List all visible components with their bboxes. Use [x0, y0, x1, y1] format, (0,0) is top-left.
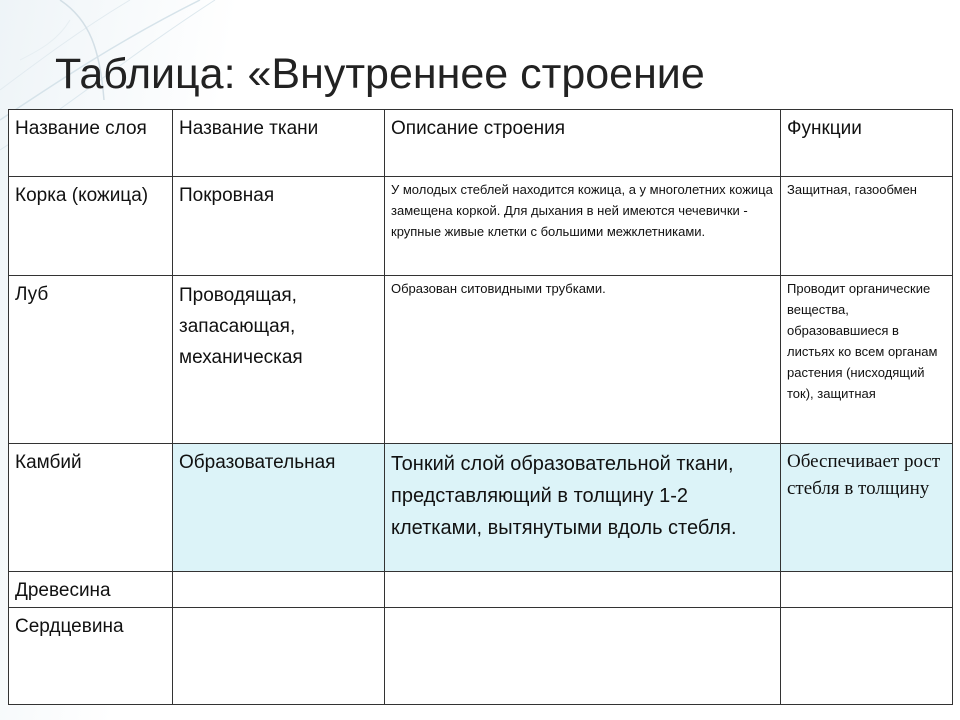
cell-tissue [173, 572, 385, 608]
table-header-row [9, 110, 953, 177]
table-row [9, 608, 953, 705]
cell-description: Образован ситовидными трубками. [385, 276, 781, 444]
cell-layer: Сердцевина [9, 608, 173, 705]
header-layer-name: Название слоя [9, 110, 173, 177]
cell-layer: Древесина [9, 572, 173, 608]
slide-title: Таблица: «Внутреннее строение [55, 50, 705, 98]
table-row [9, 276, 953, 444]
header-description: Описание строения [385, 110, 781, 177]
stem-structure-table [8, 109, 953, 705]
cell-tissue: Покровная [173, 177, 385, 276]
cell-functions: Защитная, газообмен [781, 177, 953, 276]
cell-description: Тонкий слой образовательной ткани, представляющий в толщину 1-2 клетками, вытянутыми вдоль стебля. [385, 444, 781, 572]
cell-description [385, 572, 781, 608]
cell-description [385, 608, 781, 705]
cell-description: У молодых стеблей находится кожица, а у многолетних кожица замещена коркой. Для дыхания в ней имеются чечевички - крупные живые клетки с большими межклетниками. [385, 177, 781, 276]
cell-layer: Корка (кожица) [9, 177, 173, 276]
table-row [9, 177, 953, 276]
cell-tissue: Проводящая, запасающая, механическая [173, 276, 385, 444]
cell-layer: Камбий [9, 444, 173, 572]
cell-functions: Обеспечивает рост стебля в толщину [781, 444, 953, 572]
cell-functions: Проводит органические вещества, образовавшиеся в листьях ко всем органам растения (нисходящий ток), защитная [781, 276, 953, 444]
cell-layer: Луб [9, 276, 173, 444]
cell-functions [781, 572, 953, 608]
table-row [9, 572, 953, 608]
table-row [9, 444, 953, 572]
header-functions: Функции [781, 110, 953, 177]
header-tissue-name: Название ткани [173, 110, 385, 177]
cell-functions [781, 608, 953, 705]
cell-tissue: Образовательная [173, 444, 385, 572]
cell-tissue [173, 608, 385, 705]
